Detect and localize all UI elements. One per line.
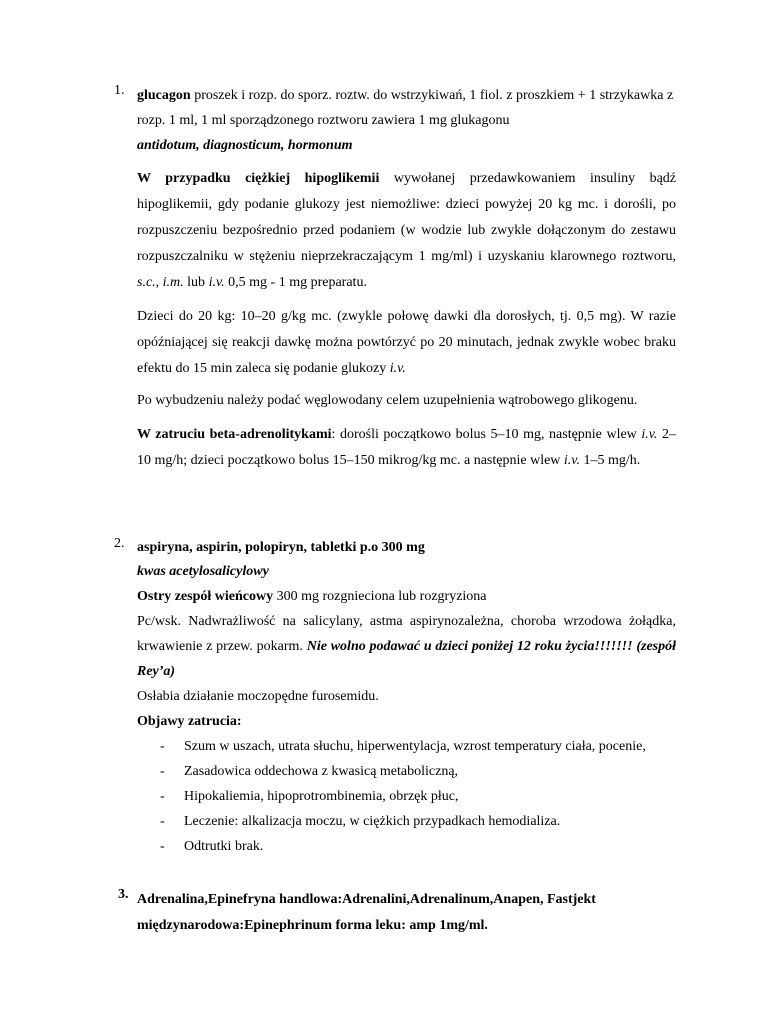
drug-entry-glucagon (114, 83, 676, 474)
paragraph-hypoglycemia: W przypadku ciężkiej hipoglikemii wywołanej przedawkowaniem insuliny bądź hipoglikemii, gdy podanie glukozy jest niemożliwe: dzieci powyżej 20 kg mc. i dorośli, po rozpuszczeniu bezpośrednio przed podaniem (w wodzie lub zwykle dołączonym do zestawu rozpuszczalniku w stężeniu nieprzekraczającym 1 mg/ml) i uzyskaniu klarownego roztworu, s.c., i.m. lub i.v. 0,5 mg - 1 mg preparatu. (137, 171, 676, 290)
item-number: 3. (118, 887, 129, 902)
drug-description: proszek i rozp. do sporz. roztw. do wstrzykiwań, 1 fiol. z proszkiem + 1 strzykawka z rozp. 1 ml, 1 ml sporządzonego roztworu zawiera 1 mg glukagonu (137, 88, 674, 128)
paragraph-contraindications: Pc/wsk. Nadwrażliwość na salicylany, astma aspirynozależna, choroba wrzodowa żołądka, krwawienie z przew. pokarm. Nie wolno podawać u dzieci poniżej 12 roku życia!!!!!!! (zespół Rey’a) (137, 614, 677, 679)
paragraph-interaction: Osłabia działanie moczopędne furosemidu. (137, 689, 379, 704)
drug-category: antidotum, diagnosticum, hormonum (137, 138, 353, 153)
list-item: - Odtrutki brak. (160, 839, 264, 854)
paragraph-beta-blocker: W zatruciu beta-adrenolitykami: dorośli początkowo bolus 5–10 mg, następnie wlew i.v. 2–10 mg/h; dzieci początkowo bolus 15–150 mikrog/kg mc. a następnie wlew i.v. 1–5 mg/h. (137, 427, 677, 468)
paragraph-indication: Ostry zespół wieńcowy 300 mg rozgnieciona lub rozgryziona (137, 589, 487, 604)
symptoms-list (137, 734, 676, 859)
drug-entry-aspirin (114, 536, 676, 859)
drug-title: Adrenalina,Epinefryna handlowa:Adrenalini,Adrenalinum,Anapen, Fastjekt międzynarodowa:Epinephrinum forma leku: amp 1mg/ml. (137, 892, 596, 933)
list-item: - Zasadowica oddechowa z kwasicą metaboliczną, (160, 764, 459, 779)
list-item: - Hipokaliemia, hipoprotrombinemia, obrzęk płuc, (160, 789, 459, 804)
drug-name: glucagon (137, 88, 191, 103)
list-item: - Szum w uszach, utrata słuchu, hiperwentylacja, wzrost temperatury ciała, pocenie, (160, 739, 646, 754)
drug-title: aspiryna, aspirin, polopiryn, tabletki p.o 300 mg (137, 540, 425, 555)
item-number: 1. (114, 83, 125, 98)
drug-entry-adrenaline (118, 887, 680, 939)
list-item: - Leczenie: alkalizacja moczu, w ciężkich przypadkach hemodializa. (160, 814, 561, 829)
symptoms-title: Objawy zatrucia: (137, 714, 242, 729)
paragraph-children-dose: Dzieci do 20 kg: 10–20 g/kg mc. (zwykle połowę dawki dla dorosłych, tj. 0,5 mg). W razie opóźniającej się reakcji dawkę można powtórzyć po 20 minutach, jednak zwykle wobec braku efektu do 15 min zaleca się podanie glukozy i.v. (137, 309, 676, 376)
drug-subtitle: kwas acetylosalicylowy (137, 564, 269, 579)
item-number: 2. (114, 536, 125, 551)
drug-title (137, 83, 676, 133)
paragraph-after-waking: Po wybudzeniu należy podać węglowodany celem uzupełnienia wątrobowego glikogenu. (137, 393, 638, 408)
